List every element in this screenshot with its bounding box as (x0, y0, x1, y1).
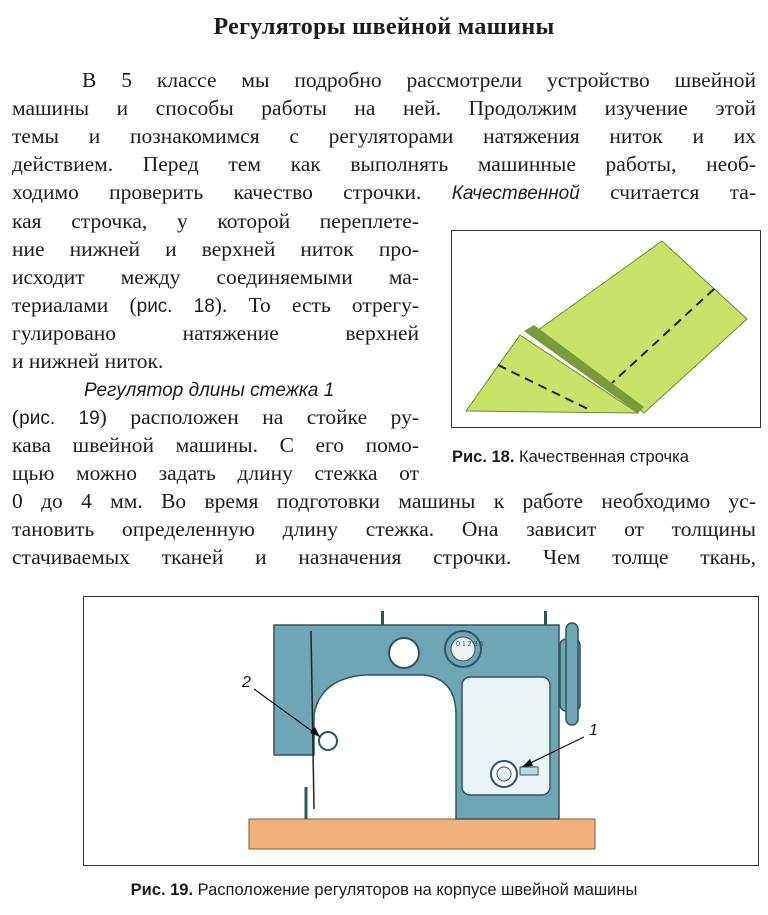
paragraph-line (12, 293, 419, 319)
figure-label: Рис. 19. (130, 881, 194, 899)
figure-19-frame (83, 596, 759, 866)
text-span: ходимо проверить качество строчки. (12, 180, 422, 204)
tension-regulator (319, 732, 337, 750)
paragraph-line (12, 180, 756, 206)
machine-base (249, 819, 595, 849)
paragraph-line: 0 до 4 мм. Во время подготовки машины к работе необходимо ус- (12, 489, 756, 513)
figure-reference: рис. 19 (19, 408, 100, 429)
term-stitch-length-regulator: Регулятор длины стежка 1 (84, 380, 335, 401)
paragraph-line (12, 405, 419, 431)
paragraph-line: машины и способы работы на ней. Продолжим изучение этой (12, 96, 756, 120)
figure-label: Рис. 18. (452, 448, 515, 466)
term-quality: Качественной (451, 183, 580, 204)
paragraph-line: действием. Перед тем как выполнять машинные работы, необ- (12, 152, 756, 176)
paragraph-line: темы и познакомимся с регуляторами натяжения ниток и их (12, 124, 756, 148)
callout-2: 2 (242, 674, 251, 691)
paragraph-line: щью можно задать длину стежка от (12, 461, 419, 485)
paragraph-line: кая строчка, у которой переплете- (12, 209, 419, 233)
knob (389, 638, 419, 668)
paragraph-line: гулировано натяжение верхней (12, 321, 419, 345)
paragraph-line: и нижней ниток. (12, 349, 164, 373)
text-span: считается та- (610, 180, 756, 204)
text-span: териалами ( (12, 293, 137, 317)
dial-marks: 0 1 2 3 4 (456, 641, 484, 648)
paragraph-line: В 5 классе мы подробно рассмотрели устройство швейной (82, 68, 756, 92)
figure-18-caption (452, 448, 689, 467)
text-span: ( (12, 405, 20, 429)
paragraph-line: тановить определенную длину стежка. Она зависит от толщины (12, 517, 756, 541)
sewing-machine-illustration (84, 597, 758, 865)
paragraph-line (12, 377, 334, 403)
caption-text: Качественная строчка (519, 448, 689, 466)
paragraph-line: стачиваемых тканей и назначения строчки. Чем толще ткань, (12, 545, 756, 569)
page-title: Регуляторы швейной машины (213, 14, 555, 40)
text-span: ) расположен на стойке ру- (99, 405, 419, 429)
figure-19-caption (0, 881, 768, 900)
text-span: ). То есть отрегу- (214, 293, 419, 317)
paragraph-line: исходит между соединяемыми ма- (12, 265, 419, 289)
figure-reference: рис. 18 (136, 296, 215, 317)
paragraph-line: кава швейной машины. С его помо- (12, 433, 419, 457)
quality-stitch-illustration (452, 231, 760, 427)
figure-18-frame (451, 230, 761, 428)
callout-1: 1 (589, 722, 598, 739)
paragraph-line: ние нижней и верхней ниток про- (12, 237, 419, 261)
caption-text: Расположение регуляторов на корпусе швейной машины (197, 881, 638, 899)
